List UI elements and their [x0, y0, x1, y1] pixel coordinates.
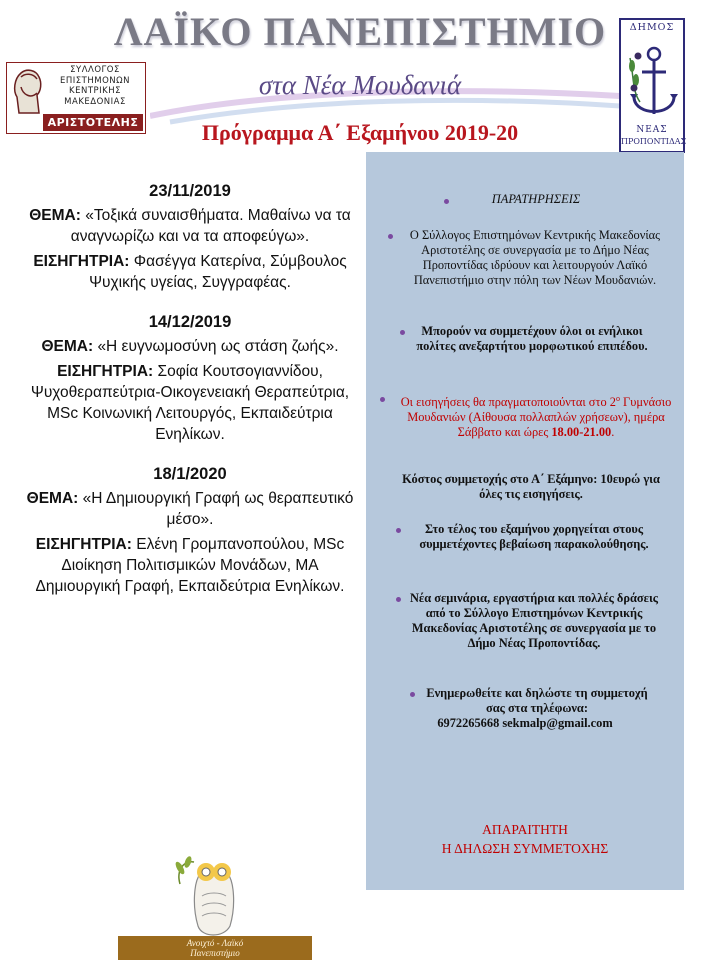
note-eligibility: Μπορούν να συμμετέχουν όλοι οι ενήλικοι πολίτες ανεξαρτήτου μορφωτικού επιπέδου.	[416, 324, 648, 353]
session-topic	[20, 205, 360, 247]
owl-caption-line-2: Πανεπιστήμιο	[190, 948, 240, 958]
note-cost: Κόστος συμμετοχής στο Α΄ Εξάμηνο: 10ευρώ για όλες τις εισηγήσεις.	[402, 472, 660, 501]
page-subtitle: στα Νέα Μουδανιά	[258, 70, 462, 100]
aristotle-line-3: ΚΕΝΤΡΙΚΗΣ	[69, 86, 121, 96]
note-contact[interactable]: 6972265668 sekmalp@gmail.com	[437, 716, 613, 730]
bullet-icon	[396, 597, 401, 602]
speaker-text: Φασέγγα Κατερίνα, Σύμβουλος Ψυχικής υγείας, Συγγραφέας.	[89, 253, 347, 291]
note-register: Ενημερωθείτε και δηλώστε τη συμμετοχή σας στα τηλέφωνα:	[426, 686, 648, 715]
speaker-text: Σοφία Κουτσογιαννίδου, Ψυχοθεραπεύτρια-Οικογενειακή Θεραπεύτρια, MSc Κοινωνική Λειτουργός, Εκπαιδεύτρια Ενηλίκων.	[30, 363, 350, 443]
venue-superscript: ο	[615, 394, 620, 403]
owl-caption-line-1: Ανοιχτό - Λαϊκό	[186, 938, 244, 948]
anchor-olive-icon	[624, 36, 680, 124]
program-title: Πρόγραμμα Α΄ Εξαμήνου 2019-20	[201, 120, 519, 145]
speaker-label: ΕΙΣΗΓΗΤΡΙΑ:	[33, 253, 130, 270]
venue-text-a: Οι εισηγήσεις θα πραγματοποιούνται στο 2	[400, 395, 616, 410]
bullet-icon	[410, 692, 415, 697]
topic-label: ΘΕΜΑ:	[41, 338, 94, 355]
venue-end: .	[611, 425, 615, 440]
bullet-icon	[380, 397, 385, 402]
session-topic	[20, 488, 360, 530]
notes-heading: ΠΑΡΑΤΗΡΗΣΕΙΣ	[491, 192, 581, 206]
topic-text: «Τοξικά συναισθήματα. Μαθαίνω να τα αναγνωρίζω και να τα αποφεύγω».	[70, 207, 351, 245]
municipality-top-text: ΔΗΜΟΣ	[629, 22, 675, 33]
session-date: 23/11/2019	[149, 182, 231, 200]
bullet-icon	[388, 234, 393, 239]
topic-label: ΘΕΜΑ:	[26, 490, 79, 507]
aristotle-name-band: ΑΡΙΣΤΟΤΕΛΗΣ	[43, 114, 143, 131]
venue-time: 18.00-21.00	[551, 425, 612, 440]
note-venue	[392, 391, 680, 440]
session-speaker	[20, 361, 360, 445]
aristotle-line-4: ΜΑΚΕΔΟΝΙΑΣ	[64, 96, 126, 107]
topic-text: «Η ευγνωμοσύνη ως στάση ζωής».	[97, 338, 339, 355]
municipality-logo	[619, 18, 685, 153]
speaker-text: Ελένη Γρομπανοπούλου, MSc Διοίκηση Πολιτισμικών Μονάδων, MA Δημιουργική Γραφή, Εκπαιδεύτρια Ενηλίκων.	[35, 536, 345, 595]
bullet-icon	[396, 528, 401, 533]
bullet-icon	[444, 199, 449, 204]
note-future-events: Νέα σεμινάρια, εργαστήρια και πολλές δράσεις από το Σύλλογο Επιστημόνων Κεντρικής Μακεδονίας Αριστοτέλης σε συνεργασία με το Δήμο Νέας Προποντίδας.	[409, 591, 659, 650]
municipality-bottom-line-1: ΝΕΑΣ	[636, 125, 668, 135]
aristotle-association-logo	[6, 62, 146, 134]
session-item	[20, 182, 360, 293]
municipality-bottom-text	[621, 124, 687, 148]
session-date: 14/12/2019	[148, 313, 232, 331]
notes-panel	[366, 152, 684, 890]
required-line-1: ΑΠΑΡΑΙΤΗΤΗ	[482, 822, 568, 837]
required-registration	[386, 820, 664, 858]
required-line-2: Η ΔΗΛΩΣΗ ΣΥΜΜΕΤΟΧΗΣ	[441, 841, 609, 856]
speaker-label: ΕΙΣΗΓΗΤΡΙΑ:	[57, 363, 154, 380]
session-item	[20, 465, 360, 597]
topic-label: ΘΕΜΑ:	[29, 207, 81, 224]
session-speaker	[20, 251, 360, 293]
owl-caption	[118, 936, 312, 960]
municipality-bottom-line-2: ΠΡΟΠΟΝΤΙΔΑΣ	[621, 137, 687, 146]
session-date: 18/1/2020	[153, 465, 227, 483]
sessions-column	[20, 182, 360, 613]
note-certificate: Στο τέλος του εξαμήνου χορηγείται στους συμμετέχοντες βεβαίωση παρακολούθησης.	[419, 522, 649, 551]
bullet-icon	[400, 330, 405, 335]
aristotle-line-2: ΕΠΙΣΤΗΜΟΝΩΝ	[60, 75, 130, 86]
venue-text-b: Γυμνάσιο Μουδανιών (Αίθουσα πολλαπλών χρήσεων), ημέρα Σάββατο και ώρες	[407, 395, 672, 440]
aristotle-line-1: ΣΥΛΛΟΓΟΣ	[70, 65, 120, 75]
session-speaker	[20, 534, 360, 597]
session-topic	[20, 336, 360, 357]
aristotle-logo-text	[47, 65, 143, 107]
session-item	[20, 313, 360, 445]
note-organizers: Ο Σύλλογος Επιστημόνων Κεντρικής Μακεδονίας Αριστοτέλης σε συνεργασία με το Δήμο Νέας Προποντίδας ιδρύουν και λειτουργούν Λαϊκό Πανεπιστήμιο στην πόλη των Νέων Μουδανιών.	[409, 228, 661, 287]
aristotle-bust-icon	[9, 65, 47, 115]
page-title: ΛΑΪΚΟ ΠΑΝΕΠΙΣΤΗΜΙΟ	[113, 9, 607, 54]
speaker-label: ΕΙΣΗΓΗΤΡΙΑ:	[35, 536, 132, 553]
topic-text: «Η Δημιουργική Γραφή ως θεραπευτικό μέσο».	[82, 490, 354, 528]
